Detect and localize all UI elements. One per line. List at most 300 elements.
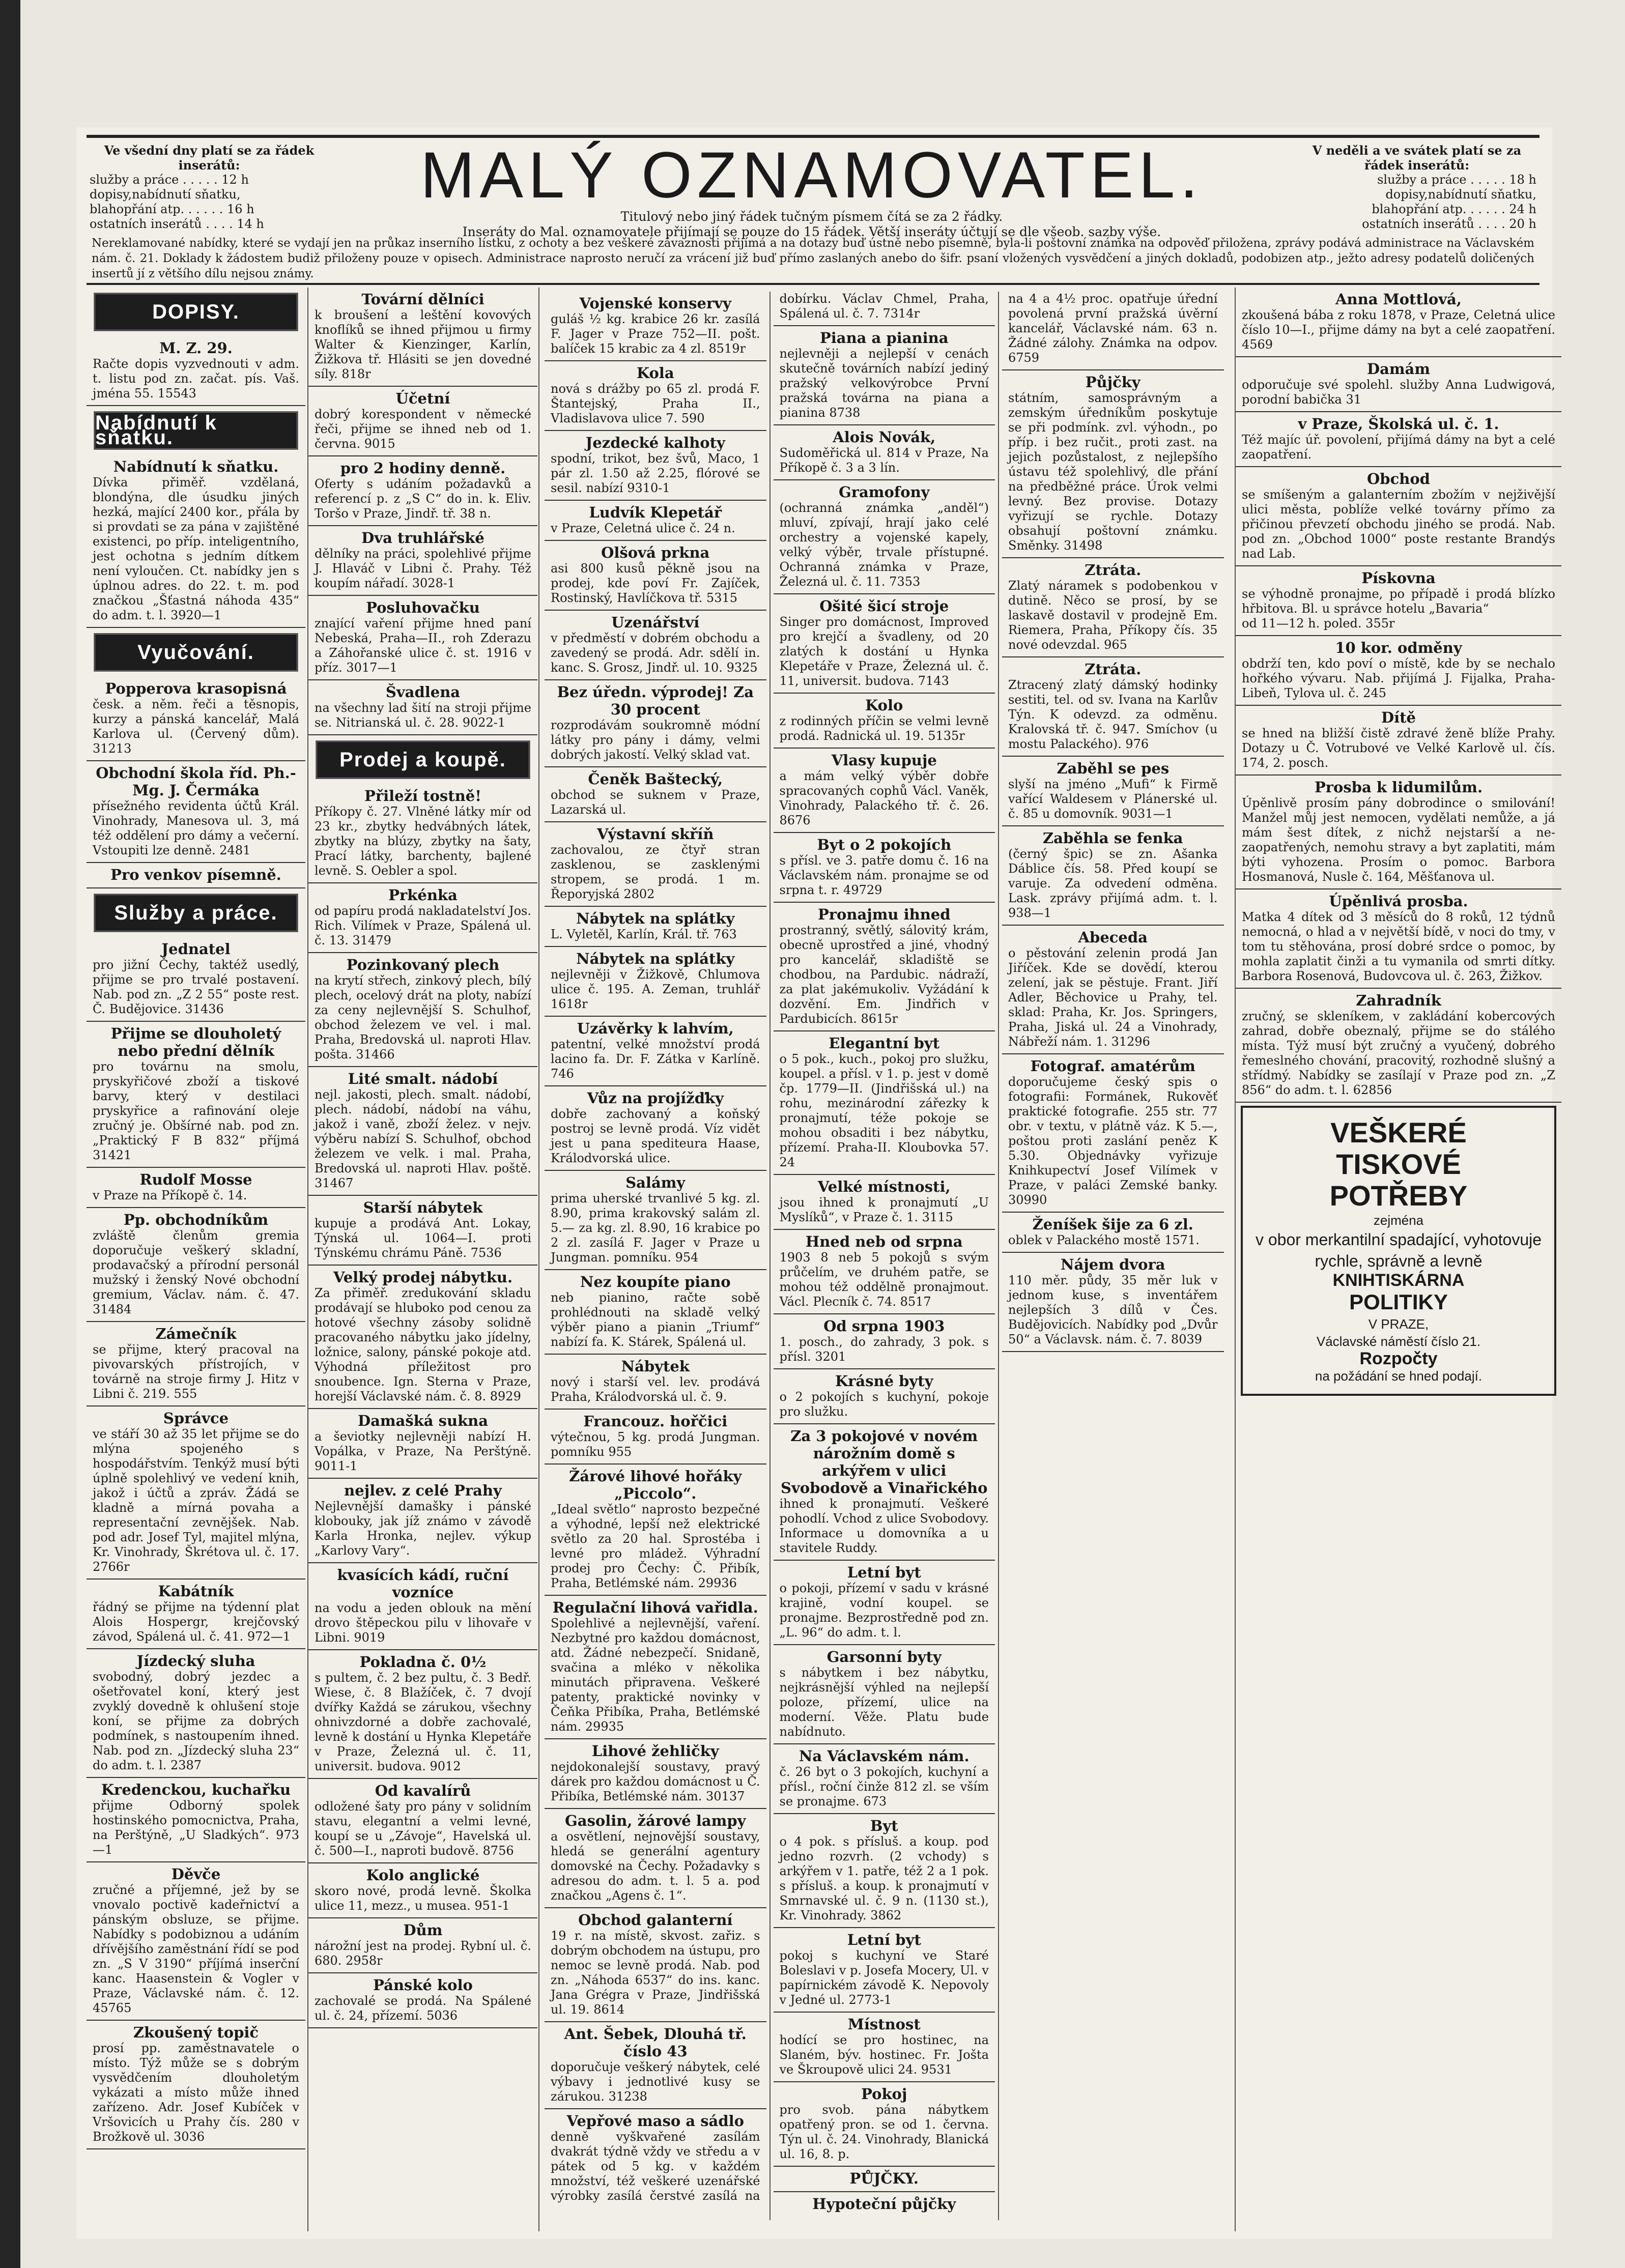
classified-ad [308, 784, 537, 883]
ad-heading: Pokladna č. 0½ [359, 1653, 487, 1671]
ad-heading: Velký prodej nábytku. [333, 1269, 513, 1286]
classified-ad [774, 903, 995, 1031]
classified-ad [308, 953, 537, 1067]
classified-ad [545, 680, 766, 767]
classified-ad [545, 1739, 766, 1809]
publisher-city: V PRAZE, [1368, 1316, 1429, 1332]
ad-body: pro svob. pána nábytkem opatřený pron. se od 1. června. Týn ul. č. 24. Vinohrady, Blanická ul. 16, 8. p. [779, 2103, 989, 2161]
ad-heading: Od kavalírů [375, 1782, 471, 1799]
weekday-rate-line: blahopřání atp. . . . . . 16 h [90, 202, 254, 216]
ad-heading: Obchod galanterní [578, 1911, 733, 1929]
classified-ad [87, 1778, 305, 1862]
ad-body: od papíru prodá nakladatelství Jos. Rich. Vilímek v Praze, Spálená ul. č. 13. 31479 [315, 904, 531, 948]
ad-heading: Gasolin, žárové lampy [565, 1812, 746, 1829]
ad-heading: Účetní [395, 390, 450, 407]
ad-body: nejlevněji a nejlepší v cenách skutečně továrních nabízí jediný pražský velkovýrobce První pražská továrna na piana a pianina 8738 [779, 347, 989, 420]
ad-body: pokoj s kuchyní ve Staré Boleslavi v p. Josefa Mocery, Ul. v papírnickém závodě K. Nepovoly v Jedné ul. 2773-1 [779, 1948, 989, 2007]
ad-heading: Ztráta. [1085, 561, 1142, 579]
classified-ad [774, 2013, 995, 2082]
ad-body: 19 r. na místě, skvost. zařiz. s dobrým obchodem na ústupu, pro nemoc se levně prodá. Nab. pod zn. „Náhoda 6537“ do ins. kanc. Jana Grégra v Praze, Jindřišská ul. 19. 8614 [551, 1929, 760, 2017]
ad-body: 1. posch., do zahrady, 3 pok. s přísl. 3201 [779, 1335, 989, 1364]
ad-heading: Lité smalt. nádobí [348, 1070, 498, 1087]
classified-ad [545, 767, 766, 822]
sunday-rate-line: dopisy,nabídnutí sňatku, [1385, 187, 1536, 202]
ad-heading: Hned neb od srpna [805, 1233, 963, 1250]
ad-body: zručný, se skleníkem, v zakládání kobercových zahrad, dobře obeznalý, přijme se do stálého místa. Týž musí být zručný a vyučený, dobrého řemeslného chování, pracovitý, rozhodně slušný a střídmý. Nabídky se zasílají v Praze pod zn. „Z 856“ do adm. t. l. 62856 [1242, 1009, 1555, 1097]
ad-heading: Regulační lihová vařidla. [552, 1599, 758, 1616]
ad-body: přijme Odborný spolek hostinského pomocnictva, Praha, na Perštýně, „U Sladkých“. 973—1 [93, 1798, 299, 1857]
ad-body: se přijme, který pracoval na pivovarských přístrojích, v továrně na stroje firmy J. Hitz v Libni č. 219. 555 [93, 1342, 299, 1401]
ad-heading: Alois Novák, [833, 428, 936, 446]
scan-binding-edge [0, 0, 20, 2268]
ad-body: 110 měr. půdy, 35 měr luk v jednom kuse, s inventářem nejlepších 3 dílů v Čes. Budějovicích. Nabídky pod „Dvůr 50“ a Václavsk. nám. č. 7. 8039 [1008, 1273, 1218, 1346]
ad-body: dobrý korespondent v německé řeči, přijme se ihned neb od 1. června. 9015 [315, 407, 531, 451]
category-banner-dopisy: DOPISY. [94, 293, 298, 331]
ad-heading: Ženíšek šije za 6 zl. [1032, 1216, 1193, 1233]
classified-ad [774, 1814, 995, 1928]
ad-body: Oferty s udáním požadavků a referencí p. z „S C“ do in. k. Eliv. Toršo v Praze, Jindř. tř. 38 n. [315, 477, 531, 521]
ad-body: Sudoměřická ul. 814 v Praze, Na Příkopě č. 3 a 3 lín. [779, 446, 989, 475]
ad-body: s nábytkem i bez nábytku, nejkrásnější výhled na nejlepší poloze, přízemí, ulice na moderní. Věže. Platu bude nabídnuto. [779, 1666, 989, 1739]
ad-body: nová s drážby po 65 zl. prodá F. Štantejský, Praha II., Vladislavova ulice 7. 590 [551, 382, 760, 425]
ad-heading: Dva truhlářské [361, 529, 484, 547]
ad-body: Úpěnlivě prosím pány dobrodince o smilování! Manžel můj jest nemocen, vydělati nemůže, a já mám šest dítek, z nichž nejstarší a ne-zaopatřených, nemohu stravy a byt zaplatiti, mám býti vyhozena. Prosím o pomoc. Barbora Hosmanová, Nusle č. 164, Měšťanova ul. [1242, 796, 1555, 884]
ad-body: 1903 8 neb 5 pokojů s svým průčelím, ve druhém patře, se mohou též oddělně pronajmout. Václ. Plecník č. 74. 8517 [779, 1250, 989, 1309]
classified-ad [1002, 1253, 1224, 1352]
ad-heading: Nájem dvora [1060, 1256, 1165, 1273]
classified-ad [87, 1168, 305, 1208]
classified-ad [545, 822, 766, 907]
ad-heading: Zkoušený topič [133, 2024, 259, 2041]
ad-heading: v Praze, Školská ul. č. 1. [1298, 415, 1499, 433]
classified-ad [545, 1270, 766, 1355]
ad-body: řádný se přijme na týdenní plat Alois Hospergr, krejčovský závod, Spálená ul. č. 41. 972—1 [93, 1600, 299, 1644]
ad-heading: Čeněk Baštecký, [588, 770, 723, 788]
classified-ad [1002, 558, 1224, 657]
classified-ad [774, 749, 995, 833]
classified-ad [545, 361, 766, 431]
classified-ad [1002, 657, 1224, 757]
ad-body: Za přiměř. zredukování skladu prodávají se hluboko pod cenou za hotové všechny zásoby solidně pracovaného nábytku jako jídelny, ložnice, salony, pánské pokoje atd. Výhodná příležitost pro snoubence. Ign. Sterna v Praze, horejší Václavské nám. č. 8. 8929 [315, 1286, 531, 1403]
ad-body: obchod se suknem v Praze, Lazarská ul. [551, 788, 760, 817]
ad-heading: Olšová prkna [601, 544, 710, 561]
ad-body: o 4 pok. s přísluš. a koup. pod jedno rozvrh. (2 vchody) s arkýřem v 1. patře, též 2 a 1 pok. s přísluš. a koup. k pronajmutí v Smrnavské ul. č. 9 n. (1130 st.), Kr. Vinohrady. 3862 [779, 1834, 989, 1922]
classified-ad [545, 611, 766, 680]
ad-extra: od 11—12 h. poled. 355r [1242, 616, 1395, 630]
ad-body: zachovalou, ze čtyř stran zasklenou, se zasklenými stropem, se prodá. 1 m. Řeporyjská 2802 [551, 843, 760, 901]
ad-heading: Úpěnlivá prosba. [1329, 893, 1468, 910]
classified-ad [774, 694, 995, 749]
column-2 [307, 288, 537, 2231]
ad-heading: Vůz na projížďky [587, 1089, 724, 1107]
ad-body: na krytí střech, zinkový plech, bílý plech, ocelový drát na ploty, nabízí za ceny nejlevnější S. Schulhof, obchod železem ve vel. i mal. Praha, Bredovská ul. naproti Hlav. pošta. 31466 [315, 973, 531, 1061]
ad-heading: Zaběhla se fenka [1043, 829, 1183, 847]
ad-heading: Letní byt [847, 1564, 921, 1581]
ad-heading: Kolo [865, 697, 903, 714]
ad-body: o pokoji, přízemí v sadu v krásné krajině, vodní koupel. se pronajme. Bezprostředně pod zn. „L. 96“ do adm. t. l. [779, 1581, 989, 1640]
publisher-foot: Rozpočty [1359, 1349, 1438, 1368]
category-banner-prodej: Prodej a koupě. [316, 740, 530, 779]
ad-body: v Praze, Celetná ulice č. 24 n. [551, 521, 735, 535]
category-banner-vyucovani: Vyučování. [94, 633, 298, 672]
ad-body: z rodinných příčin se velmi levně prodá. Radnická ul. 19. 5135r [779, 714, 989, 743]
classified-ad [774, 1561, 995, 1645]
ad-heading: Krásné byty [835, 1372, 933, 1390]
ad-body: pro jižní Čechy, taktéž usedlý, přijme se pro trvalé postavení. Nab. pod zn. „Z 2 55“ poste rest. Č. Budějovice. 31436 [93, 958, 299, 1016]
ad-body: zvláště členům gremia doporučuje veškerý skladní, prodavačský a přírodní personál mužský i ženský Nové obchodní gremium, Václav. nám. č. 47. 31484 [93, 1228, 299, 1316]
classified-ad [308, 1779, 537, 1863]
classified-ad [87, 761, 305, 863]
classified-ad [87, 937, 305, 1022]
ad-body: jsou ihned k pronajmutí „U Myslíků“, v Praze č. 1. 3115 [779, 1195, 989, 1224]
classified-ad [545, 2022, 766, 2109]
ad-body: nejdokonalejší soustavy, pravý dárek pro každou domácnost u Č. Přibíka, Betlémské nám. 30137 [551, 1760, 760, 1803]
classified-ad [545, 1809, 766, 1908]
classified-ad [545, 292, 766, 361]
ad-body: státním, samosprávným a zemským úředníkům poskytuje se při podmínk. zvl. výhodn., po příp. i bez ručit., proti zast. na jejich pozůstalost, z nejlepšího ústavu též spolehlivý, dle přání na předběžné práce. Úrok velmi levný. Bez provise. Dotazy vyřizují se rychle. Dotazy obsahují poštovní známku. Směnky. 31498 [1008, 391, 1218, 553]
sunday-rate-line: služby a práce . . . . . 18 h [1377, 173, 1536, 187]
ad-heading: Lihové žehličky [591, 1742, 719, 1760]
publisher-line: POTŘEBY [1329, 1180, 1468, 1212]
classified-ad [545, 1086, 766, 1171]
classified-ad [545, 1171, 766, 1270]
classified-ad [308, 1650, 537, 1779]
ad-body: znající vaření přijme hned paní Nebeská, Praha—II., roh Zderazu a Záhořanské ulice č. st. 1916 v příz. 3017—1 [315, 616, 531, 675]
classified-ad [87, 336, 305, 406]
classified-ad [1236, 706, 1561, 776]
ad-heading: Na Václavském nám. [799, 1747, 970, 1765]
ad-body: s přísl. ve 3. patře domu č. 16 na Václavském nám. pronajme se od srpna t. r. 49729 [779, 853, 989, 897]
ad-body: prima uherské trvanlivé 5 kg. zl. 8.90, prima krakovský salám zl. 5.— za kg. zl. 8.90, 16 krabice po 2 zl. zasílá F. Jager v Praze u Jungman. pomníku. 954 [551, 1191, 760, 1265]
ad-heading: Obchodní škola říd. Ph.-Mg. J. Čermáka [96, 764, 296, 799]
ad-heading: Pro venkov písemně. [110, 866, 281, 883]
ad-heading: 10 kor. odměny [1335, 639, 1462, 656]
ad-heading: Tovární dělníci [361, 291, 484, 308]
classified-ad [1002, 1213, 1224, 1253]
ad-heading: Obchod [1367, 470, 1430, 487]
ad-list [87, 455, 305, 628]
column-1 [87, 288, 305, 2231]
ad-heading: Nabídnutí k sňatku. [113, 458, 279, 475]
ad-body: k broušení a leštění kovových knoflíků se ihned přijmou u firmy Walter & Kienzinger, Karlín, Žižkova tř. Hlásiti se jen dovedné síly. 818r [315, 308, 531, 381]
ad-body: o pěstování zelenin prodá Jan Jiříček. Kde se dovědí, kterou zelení, jak se pěstuje. Frant. Jiří Adler, Běchovice u Prahy, tel. sklad: Praha, Kr. Jos. Springers, Praha, Jiská ul. 24 a Vinohrady, Nábřeží nám. 1. 31296 [1008, 946, 1218, 1049]
publisher-line: VEŠKERÉ [1330, 1116, 1467, 1149]
ad-heading: Kola [636, 364, 674, 382]
administration-notice: Nereklamované nabídky, které se vydají jen na průkaz inserního lístku, z ochoty a bez veškeré závaznosti přijímá a na dotazy buď ústně nebo písemně, byla-li poštovní známka na odpověď přiložena, zprávy podává administrace na Václavském nám. č. 21. Doklady k žádostem budiž přiloženy pouze v opisech. Administrace naprosto neručí za vrácení již buď přímo zaslaných anebo do šifr. psaní vložených vysvědčení a jiných dokladů, podobizen atp., ježto adresy podatelů doličených insertů jí z většího dílu nejsou známy. [92, 237, 1534, 280]
ad-list [308, 288, 537, 735]
sunday-rates-head: V neděli a ve svátek platí se za řádek inserátů: [1312, 143, 1522, 173]
ad-heading: Vojenské konservy [579, 295, 731, 312]
ad-heading: Velké místnosti, [817, 1178, 951, 1195]
ad-heading: Bez úředn. výprodej! Za 30 procent [557, 683, 754, 718]
ad-heading: Přileží tostně! [364, 787, 481, 805]
ad-heading: Prkénka [388, 886, 458, 904]
ad-body: nárožní jest na prodej. Rybní ul. č. 680. 2958r [315, 1939, 531, 1968]
ad-heading: Pokoj [861, 2085, 907, 2103]
classified-ad [545, 541, 766, 611]
classified-ad [545, 1908, 766, 2022]
weekday-rates-head: Ve všední dny platí se za řádek inserátů: [104, 143, 315, 173]
ad-heading: Vepřové maso a sádlo [566, 2112, 744, 2130]
classified-ad [1236, 357, 1561, 412]
ad-heading: Zaběhl se pes [1057, 760, 1170, 777]
classified-ad [545, 907, 766, 947]
sunday-rate-line: ostatních inserátů . . . . 20 h [1362, 217, 1536, 231]
ad-heading: Salámy [625, 1174, 686, 1191]
ad-heading: Kabátník [158, 1583, 234, 1600]
ad-body: svobodný, dobrý jezdec a ošetřovatel koní, který jest zvyklý dovedně k ohlušení stoje koní, se přijme za dobrých podmínek, s nastoupením ihned. Nab. pod zn. „Jízdecký sluha 23“ do adm. t. l. 2387 [93, 1670, 299, 1772]
classified-header [87, 135, 1540, 285]
ad-body: a ševiotky nejlevněji nabízí H. Vopálka, v Praze, Na Perštýně. 9011-1 [315, 1429, 531, 1473]
ad-heading: Kolo anglické [366, 1867, 480, 1884]
classified-ad [774, 2082, 995, 2167]
ad-heading: nejlev. z celé Prahy [344, 1482, 502, 1499]
ad-body: doporučuje veškerý nábytek, celé výbavy i jednotlivé kusy se zárukou. 31238 [551, 2060, 760, 2104]
classified-ad [308, 1196, 537, 1266]
ad-heading: Uzenářství [611, 614, 700, 631]
weekday-rate-line: dopisy,nabídnutí sňatku, [90, 187, 241, 202]
classified-ad [308, 1863, 537, 1918]
classified-ad [545, 1596, 766, 1739]
classified-ad [308, 456, 537, 526]
ad-heading: Žárové lihové hořáky „Piccolo“. [569, 1468, 742, 1502]
publisher-name: KNIHTISKÁRNA [1332, 1271, 1465, 1290]
ad-body: Zlatý náramek s podobenkou v dutině. Něco se prosí, by se laskavě dostavil v prodejně Em. Riemera, Praha, Příkopy čís. 35 nové odevzdal. 965 [1008, 579, 1218, 652]
classified-ad [308, 526, 537, 596]
ad-heading: Starší nábytek [363, 1199, 483, 1216]
ad-heading: Piana a pianina [819, 329, 949, 347]
classified-ad [308, 883, 537, 953]
ad-body: nejlevněji v Žižkově, Chlumova ulice č. 195. A. Zeman, truhlář 1618r [551, 967, 760, 1011]
ad-heading: Prosba k lidumilům. [1314, 779, 1483, 796]
classified-ad [774, 1424, 995, 1561]
ad-body: Singer pro domácnost, Improved pro krejčí a švadleny, od 20 zlatých k dostání u Hynka Klepetáře v Praze, Železná ul. č. 11, universit. budova. 7143 [779, 615, 989, 688]
ad-body: na vodu a jeden oblouk na mění drovo štěpeckou pilu v lihovaře v Libni. 9019 [315, 1601, 531, 1645]
ad-body: Dívka přiměř. vzdělaná, blondýna, dle úsudku jiných hezká, mající 2400 kor., přála by si provdati se za pána v zajištěné existenci, po příp. inteligentního, jest ochotna s jedním dítkem není vyloučen. Ct. nabídky jen s úplnou adres. do 22. t. m. pod značkou „Šťastná náhoda 435“ do adm. t. l. 3920—1 [93, 475, 299, 622]
publisher-foot-note: na požádání se hned podají. [1315, 1368, 1483, 1384]
ad-heading: Damašká sukna [357, 1412, 489, 1429]
ad-body: ve stáří 30 až 35 let přijme se do mlýna spojeného s hospodářstvím. Tenkýž musí býti úplně spolehlivý ve vedení knih, jakož i účtů a zpráv. Žádá se kladně a mírná povaha a representační zevnějšek. Nab. pod adr. Josef Tyl, majitel mlýna, Kr. Vinohrady, Škrétova ul. č. 17. 2766r [93, 1427, 299, 1574]
classified-ad [1236, 636, 1561, 706]
weekday-rate-line: služby a práce . . . . . 12 h [90, 173, 249, 187]
ad-body: se výhodně pronajme, po případě i prodá blízko hřbitova. Bl. u správce hotelu „Bavaria“ [1242, 587, 1555, 616]
publisher-politiky: POLITIKY [1349, 1290, 1448, 1314]
ad-body: č. 26 byt o 3 pokojích, kuchyní a přísl., roční činže 812 zl. se vším se pronajme. 673 [779, 1765, 989, 1808]
ad-heading: Letní byt [847, 1931, 921, 1948]
ad-heading: Francouz. hořčici [583, 1413, 728, 1430]
classified-ad [545, 1465, 766, 1596]
classified-ad [1236, 412, 1561, 467]
ad-heading: Nábytek na splátky [576, 910, 735, 927]
classified-ad [87, 1208, 305, 1322]
ad-heading: Jízdecký sluha [136, 1652, 255, 1670]
ad-heading: Ošité šicí stroje [819, 597, 949, 615]
ad-list [87, 336, 305, 406]
classified-ad [774, 1314, 995, 1369]
ad-body: asi 800 kusů pěkně jsou na prodej, kde poví Fr. Zajíček, Rostinský, Havlíčkova tř. 5315 [551, 561, 760, 605]
ad-heading: Děvče [171, 1865, 221, 1883]
ad-heading: Jezdecké kalhoty [585, 434, 725, 451]
ad-heading: Za 3 pokojové v novém nárožním domě s arkýřem v ulici Svobodově a Vinařického [781, 1427, 988, 1497]
ad-body: doporučujeme český spis o fotografii: Formánek, Rukověť praktické fotografie. 255 str. 77 obr. v textu, v plátně váz. K 5.—, poštou proti zaslání peněz K 5.30. Objednávky vyřizuje Knihkupectví Josef Vilímek v Praze, v paláci Zemské banky. 30990 [1008, 1075, 1218, 1207]
ad-heading: Nez koupíte piano [580, 1273, 731, 1290]
classified-ad [545, 947, 766, 1017]
classified-ad [774, 1031, 995, 1175]
ad-body: Matka 4 dítek od 3 měsíců do 8 roků, 12 týdnů nemocná, o hlad a v největší bídě, v noci do tmy, v tom tu stěhována, prosí dobré srdce o pomoc, by mohla zaplatit činži a tu vymanila od smrti dítky. Barbora Rosenová, Budovcova ul. č. 263, Žižkov. [1242, 910, 1555, 983]
ad-body: „Ideal světlo“ naprosto bezpečné a výhodné, lepší než elektrické světlo za 20 hal. Sprostéba i levné pro mládež. Výhradní prodej pro Čechy: Č. Přibík, Praha, Betlémské nám. 29936 [551, 1502, 760, 1590]
classified-ad [774, 2167, 995, 2192]
ad-heading: Byt [870, 1817, 898, 1834]
ad-heading: Fotograf. amatérům [1030, 1057, 1195, 1075]
classified-ad [545, 1017, 766, 1086]
ad-body: s pultem, č. 2 bez pultu, č. 3 Bedř. Wiese, č. 8 Blažíček, č. 7 dvojí dvířky Každá se zárukou, všechny ohnivzdorné a dobře zachovalé, levně k dostání u Hynka Klepetáře v Praze, Železná ul. č. 11, universit. budova. 9012 [315, 1671, 531, 1773]
ad-heading: Ztráta. [1085, 661, 1142, 678]
classified-ad [308, 1479, 537, 1563]
ad-heading: PŮJČKY. [849, 2170, 919, 2187]
ad-heading: Výstavní skříň [596, 825, 714, 843]
ad-body: slyší na jméno „Mufi“ k Firmě vařící Waldesem v Plánerské ul. č. 85 u domovník. 9031—1 [1008, 777, 1218, 821]
ad-body: (ochranná známka „anděl“) mluví, zpívají, hrají jako celé orchestry a vojenské kapely, velký výběr, trvale přístupné. Ochranná známka v Praze, Železná ul. č. 11. 7353 [779, 501, 989, 589]
publisher-address: Václavské náměstí číslo 21. [1316, 1334, 1481, 1349]
ad-body: v Praze na Příkopě č. 14. [93, 1188, 247, 1202]
ad-body: Ztracený zlatý dámský hodinky sestiti, tel. od sv. Ivana na Karlův Týn. K odevzd. za odměnu. Kralovská tř. č. 947. Smíchov (u mostu Palackého). 976 [1008, 678, 1218, 751]
ad-heading: Vlasy kupuje [831, 752, 937, 769]
ad-body: a osvětlení, nejnovější soustavy, hledá se generální agentury domovské na Čechy. Požadavky s adresou do adm. t. l. 5 a. pod značkou „Agens č. 1“. [551, 1829, 760, 1903]
ad-heading: Uzávěrky k lahvím, [577, 1020, 734, 1037]
classified-ad [545, 431, 766, 501]
ad-body: o 2 pokojích s kuchyní, pokoje pro služku. [779, 1390, 989, 1419]
classified-ad [1236, 566, 1561, 636]
ad-body: patentní, velké množství prodá lacino fa. Dr. F. Zátka v Karlíně. 746 [551, 1037, 760, 1081]
publisher-line: TISKOVÉ [1336, 1148, 1461, 1180]
ad-list [87, 677, 305, 888]
column-5 [1235, 288, 1561, 2231]
classified-ad [87, 1862, 305, 2021]
ad-list [308, 784, 537, 2028]
classified-ad [1236, 989, 1561, 1103]
ad-heading: Popperova krasopisná [105, 680, 287, 697]
ad-body: nejl. jakosti, plech. smalt. nádobí, plech. nádobí, nádobí na váhu, jakož i vaně, zboží želez. v nejv. výběru nabízí S. Schulhof, obchod železem ve velk. i mal. Praha, Bredovská ul. naproti Hlav. poště. 31467 [315, 1087, 531, 1190]
ad-body: česk. a něm. řeči a těsnopis, kurzy a pánská kancelář, Malá Karlova ul. (Červený dům). 31213 [93, 697, 299, 756]
ad-body: pro továrnu na smolu, pryskyřičové zboží a tiskové barvy, který v destilaci pryskyřice a rafinování oleje zručný je. Obšírné nab. pod zn. „Praktický F B 832“ příjmá 31421 [93, 1059, 299, 1162]
classified-ad [774, 833, 995, 903]
ad-body: se smíšeným a galanterním zbožím v nejživější ulici města, poblíže velké továrny přímo za přičinou převzetí obchodu jiného se prodá. Nab. pod zn. „Obchod 1000“ poste restante Brandýs nad Lab. [1242, 487, 1555, 561]
classified-ad [308, 1266, 537, 1409]
ad-heading: pro 2 hodiny denně. [340, 460, 506, 477]
classified-ad [87, 677, 305, 761]
classified-ad [308, 1973, 537, 2028]
ad-body: L. Vyletěl, Karlín, Král. tř. 763 [551, 927, 737, 941]
ad-body: zkoušená bába z roku 1878, v Praze, Celetná ulice číslo 10—I., přijme dámy na byt a celé zaopatření. 4569 [1242, 308, 1555, 352]
category-banner-sluzby: Služby a práce. [94, 894, 298, 932]
ad-heading: Pronajmu ihned [817, 906, 951, 923]
ad-body: prostranný, světlý, sálovitý krám, obecně uprostřed a jiné, vhodný pro kancelář, skladiště se chodbou, na Pardubic. nádraží, za plat jakémukoliv. Vyžádání k dozvění. Em. Jindřich v Pardubicích. 8615r [779, 923, 989, 1026]
classified-ad [545, 501, 766, 541]
ad-list [87, 937, 305, 2149]
ad-body: o 5 pok., kuch., pokoj pro služku, koupel. a přísl. v 1. p. jest v domě čp. 1779—II. (Jindřišská ul.) na rohu, mezinárodní zářezky k pronajmutí, téže pokoje se mohou obsaditi i bez nábytku, přízemí. Praha-II. Kloubovka 57. 24 [779, 1052, 989, 1169]
ad-body: kupuje a prodává Ant. Lokay, Týnská ul. 1064—I. proti Týnskému chrámu Páně. 7536 [315, 1216, 531, 1260]
ad-body: prosí pp. zaměstnavatele o místo. Týž může se s dobrým vysvědčením dlouholetým vykázati a místo může ihned zařízeno. Adr. Josef Kubíček v Vršovicích u Prahy čís. 280 v Brožkově ul. 3036 [93, 2041, 299, 2144]
classified-ad [308, 1918, 537, 1973]
ad-body: hodící se pro hostinec, na Slaném, býv. hostinec. Fr. Jošta ve Škroupově ulici 24. 9531 [779, 2033, 989, 2077]
classified-ad [1236, 467, 1561, 566]
ad-heading: Švadlena [385, 683, 461, 701]
ad-heading: Posluhovačku [366, 599, 480, 616]
ad-body: guláš ½ kg. krabice 26 kr. zasílá F. Jager v Praze 752—II. pošt. balíček 15 krabic za 4 zl. 8519r [551, 312, 760, 356]
weekday-rate-line: ostatních inserátů . . . . 14 h [90, 217, 264, 231]
sunday-rate-line: blahopřání atp. . . . . . 24 h [1372, 202, 1536, 216]
ad-body: výtečnou, 5 kg. prodá Jungman. pomníku 955 [551, 1430, 760, 1459]
ad-heading: Místnost [847, 2016, 921, 2033]
classified-ad [774, 1230, 995, 1314]
ad-body: denně vyškvařené zasílám dvakrát týdně vždy ve středu a v pátek od 5 kg. v každém množství, též veškeré uzenářské výrobky zasílá čerstvé zasílá na dobírku. Václav Chmel, Praha, Spálená ul. č. 7. 7314r [551, 292, 989, 2203]
classified-ad [774, 1928, 995, 2013]
ad-body: obdrží ten, kdo poví o místě, kde by se nechalo hořkého vývaru. Nab. přijímá J. Fijalka, Praha-Libeň, Tylova ul. č. 245 [1242, 656, 1555, 700]
sunday-rates [1297, 143, 1536, 232]
ad-heading: Byt o 2 pokojích [817, 836, 952, 853]
ad-heading: Pískovna [1361, 569, 1436, 587]
classified-ad [1002, 826, 1224, 926]
ad-body: zručné a příjemné, jež by se vnovalo poctivě kadeřnictví a pánským obsluze, se přijme. Nabídky s podobiznou a udáním dřívějšího zaměstnání řídí se pod zn. „S V 3190“ příjímá inserční kanc. Haasenstein & Vogler v Praze, Václavské nám. č. 12. 45765 [93, 1883, 299, 2015]
ad-heading: Pánské kolo [373, 1976, 473, 1994]
ad-heading: Garsonní byty [826, 1648, 942, 1666]
publisher-mid: v obor merkantilní spadající, vyhotovuje rychle, správně a levně [1255, 1230, 1542, 1270]
classified-ad [1002, 926, 1224, 1054]
classified-ad [87, 455, 305, 628]
ad-heading: kvasících kádí, ruční vozníce [337, 1566, 509, 1601]
ad-heading: Damám [1366, 360, 1431, 378]
classified-ad [774, 480, 995, 594]
ad-heading: Dům [403, 1921, 443, 1939]
ad-body: v předměstí v dobrém obchodu a zavedený se prodá. Adr. sdělí in. kanc. S. Grosz, Jindř. ul. 10. 9325 [551, 631, 760, 675]
ad-heading: M. Z. 29. [159, 339, 233, 357]
ad-heading: Pp. obchodníkům [123, 1211, 269, 1228]
classified-ad [774, 1369, 995, 1424]
classified-ad [774, 326, 995, 425]
ad-heading: Pozinkovaný plech [346, 956, 500, 973]
ad-body: skoro nové, prodá levně. Školka ulice 11, mezz., u musea. 951-1 [315, 1884, 531, 1913]
ad-body: Příkopy č. 27. Vlněné látky mír od 23 kr., zbytky hedvábných látek, zbytky na blúzy, zbytky na šaty, Prací látky, barchenty, bajlené levně. S. Oebler a spol. [315, 805, 531, 878]
ad-body: nový i starší vel. lev. prodává Praha, Králodvorská ul. č. 9. [551, 1375, 760, 1404]
ad-body: zachovalé se prodá. Na Spálené ul. č. 24, přízemí. 5036 [315, 1994, 531, 2023]
ad-heading: Půjčky [1085, 374, 1141, 391]
classified-ad [1236, 889, 1561, 989]
ad-heading: Hypoteční půjčky [812, 2195, 956, 2213]
classified-ad [1002, 1054, 1224, 1213]
ad-heading: Ant. Šebek, Dlouhá tř. číslo 43 [564, 2025, 747, 2060]
classified-ad [87, 1649, 305, 1778]
ad-heading: Od srpna 1903 [823, 1317, 945, 1335]
ad-heading: Jednatel [161, 940, 231, 958]
classified-ad [774, 425, 995, 480]
classified-ad [87, 1022, 305, 1168]
ad-heading: Přijme se dlouholetý nebo přední dělník [110, 1025, 281, 1059]
ad-body: neb pianino, račte sobě prohlédnouti na skladě velký výběr piano a pianin „Triumf“ nabízí fa. K. Stárek, Spálená ul. [551, 1290, 760, 1349]
ad-body: se hned na bližší čistě zdravé ženě blíže Prahy. Dotazy u Č. Votrubové ve Velké Karlově ul. čís. 174, 2. posch. [1242, 726, 1555, 770]
masthead [341, 138, 1282, 240]
classified-ad [308, 1067, 537, 1196]
ad-body: přísežného revidenta účtů Král. Vinohrady, Manesova ul. 3, má též oddělení pro dámy a večerní. Vstoupiti lze denně. 2481 [93, 799, 299, 857]
ad-body: ihned k pronajmutí. Veškeré pohodlí. Vchod z ulice Svobodovy. Informace u domovníka a u stavitele Ruddy. [779, 1497, 989, 1555]
ad-heading: Ludvík Klepetář [589, 504, 722, 521]
ad-body: rozprodávám soukromně módní látky pro pány i dámy, velmi dobrých jakostí. Velký sklad vat. [551, 718, 760, 762]
classified-ad [545, 1355, 766, 1410]
publisher-advertisement [1241, 1106, 1556, 1396]
ad-heading: Zahradník [1356, 992, 1441, 1009]
ad-heading: Abeceda [1078, 929, 1148, 946]
classified-ad [87, 2021, 305, 2149]
ad-body: na všechny lad šití na stroji přijme se. Nitrianská ul. č. 28. 9022-1 [315, 701, 531, 730]
